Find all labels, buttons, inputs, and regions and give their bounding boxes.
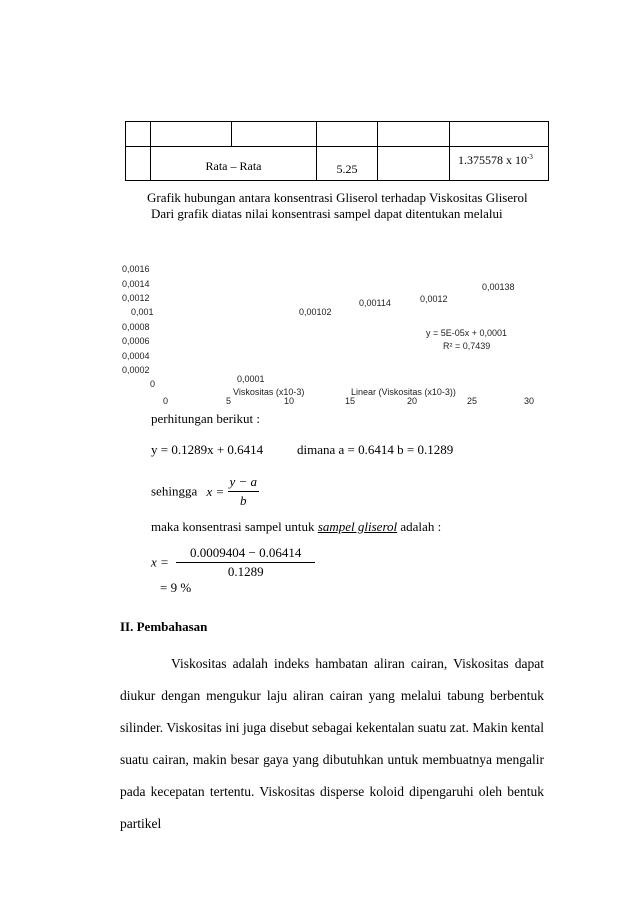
data-table <box>125 121 549 181</box>
x-equals: x = <box>151 554 169 570</box>
sample-gliserol-link: sampel gliserol <box>317 519 398 534</box>
table-cell <box>317 147 378 181</box>
formula-x <box>151 474 259 509</box>
table-cell <box>378 122 450 147</box>
y-tick-label: 0,0004 <box>122 351 150 361</box>
average-viscosity: 1.375578 x 10 <box>458 153 527 167</box>
result-value: = 9 % <box>160 580 192 595</box>
average-label: Rata – Rata <box>205 159 262 173</box>
result-numerator: 0.0009404 − 0.06414 <box>176 545 315 563</box>
y-tick-label: 0,0012 <box>122 293 150 303</box>
table-cell <box>126 122 151 147</box>
table-cell <box>151 147 317 181</box>
table-cell <box>450 147 549 181</box>
x-tick-label: 30 <box>524 396 535 406</box>
table-cell <box>378 147 450 181</box>
data-label: 0,00114 <box>359 298 391 308</box>
chart-caption-line1: Grafik hubungan antara konsentrasi Gliserol terhadap Viskositas Gliserol <box>147 190 528 205</box>
average-viscosity-exponent: -3 <box>527 153 533 161</box>
x-tick-label: 20 <box>407 396 418 406</box>
sample-statement <box>151 519 441 535</box>
section-paragraph: Viskositas adalah indeks hambatan aliran cairan, Viskositas dapat diukur dengan mengukur laju aliran cairan yang melalui tabung berbentuk silinder. Viskositas ini juga disebut sebagai kekentalan suatu zat. Makin kental suatu cairan, makin besar gaya yang dibutuhkan untuk membuatnya mengalir pada kecepatan tertentu. Viskositas disperse koloid dipengaruhi oleh bentuk partikel <box>120 656 544 831</box>
x-tick-label: 10 <box>284 396 295 406</box>
section-heading: II. Pembahasan <box>120 619 208 634</box>
data-label: 0,00138 <box>482 282 515 292</box>
fraction-numerator: y − a <box>228 474 260 492</box>
sample-prefix: maka konsentrasi sampel untuk <box>151 519 318 534</box>
result-denominator: 0.1289 <box>227 564 264 579</box>
series-label: Viskositas (x10-3) <box>233 387 305 397</box>
table-cell <box>232 122 317 147</box>
data-label: 0,0012 <box>420 294 448 304</box>
viscosity-chart <box>0 255 638 410</box>
y-tick-label: 0,0016 <box>122 264 150 274</box>
regression-equation: y = 0.1289x + 0.6414 <box>151 442 264 457</box>
regression-coefficients: dimana a = 0.6414 b = 0.1289 <box>297 442 454 457</box>
x-tick-label: 15 <box>345 396 356 406</box>
x-tick-label: 25 <box>467 396 478 406</box>
trendline-series-label: Linear (Viskositas (x10-3)) <box>351 387 456 397</box>
sehingga-label: sehingga <box>151 483 198 499</box>
y-tick-label: 0,0008 <box>122 322 150 332</box>
y-tick-label: 0,0014 <box>122 279 150 289</box>
data-label: 0,00102 <box>299 307 332 317</box>
data-label: 0,0001 <box>237 374 265 384</box>
x-tick-label: 0 <box>163 396 169 406</box>
table-cell <box>450 122 549 147</box>
fraction-denominator: b <box>240 493 247 508</box>
x-tick-label: 5 <box>226 396 232 406</box>
table-row <box>126 122 549 147</box>
table-cell <box>317 122 378 147</box>
trendline-equation: y = 5E-05x + 0,0001 <box>426 328 508 338</box>
y-tick-label: 0 <box>150 379 156 389</box>
y-tick-label: 0,0002 <box>122 365 150 375</box>
y-tick-label: 0,001 <box>131 307 154 317</box>
y-tick-label: 0,0006 <box>122 336 150 346</box>
calc-intro: perhitungan berikut : <box>151 411 261 426</box>
table-cell <box>126 147 151 181</box>
x-equals: x = <box>206 483 225 499</box>
table-cell <box>151 122 232 147</box>
formula-fraction <box>228 474 260 509</box>
result-formula <box>151 545 315 580</box>
sample-suffix: adalah : <box>397 519 442 534</box>
result-fraction <box>176 545 315 580</box>
chart-caption-line2: Dari grafik diatas nilai konsentrasi sampel dapat ditentukan melalui <box>151 206 503 221</box>
r-squared-label: R² = 0,7439 <box>443 341 491 351</box>
average-value: 5.25 <box>336 162 358 176</box>
table-row <box>126 147 549 181</box>
